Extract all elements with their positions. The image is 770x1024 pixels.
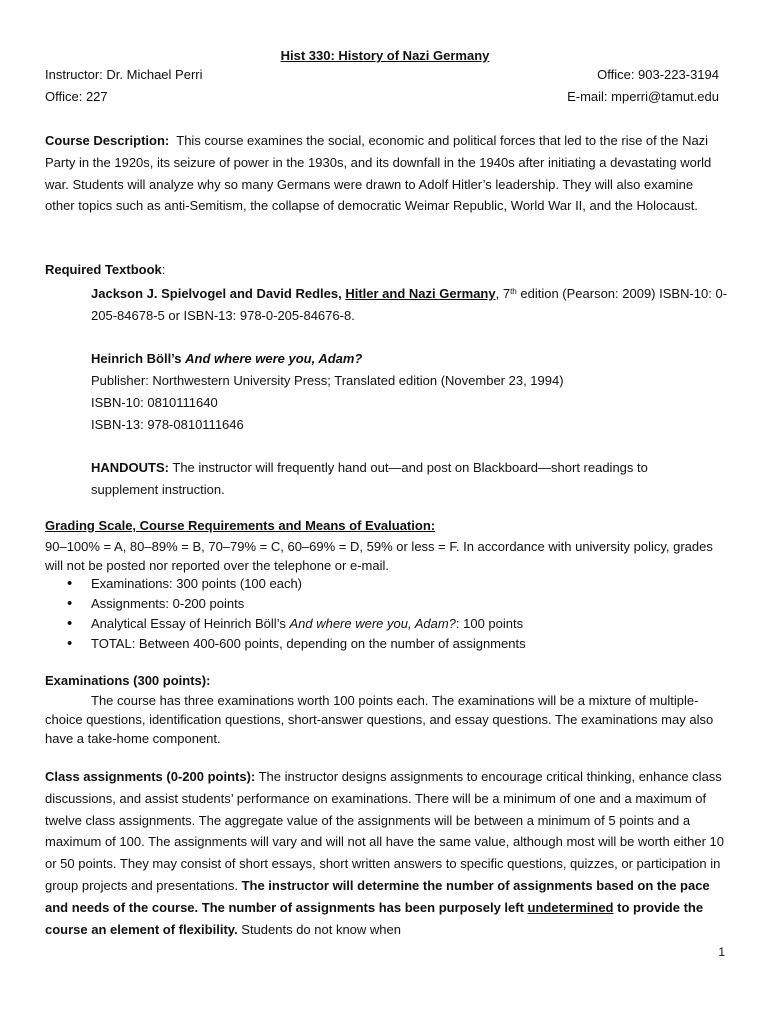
assignments-paragraph [45, 766, 727, 940]
textbook-1 [91, 283, 731, 327]
list-item: • TOTAL: Between 400-600 points, depending on the number of assignments [45, 634, 526, 654]
essay-prefix: Analytical Essay of Heinrich Böll’s [91, 616, 290, 631]
textbook-1-edition-suffix: th [510, 287, 517, 296]
handouts [91, 457, 701, 501]
essay-title: And where were you, Adam? [289, 616, 456, 631]
textbook-2-title: And where were you, Adam? [185, 351, 363, 366]
assignments-text: The instructor designs assignments to encourage critical thinking, enhance class discussions, and assist students’ performance on examinations. There will be a minimum of one and a maximum of twelve class assignments. The aggregate value of the assignments will be between a minimum of 5 points and a maximum of 100. The assignments will vary and will not all have the same value, although most will be worth either 10 or 50 points. They may consist of short essays, short written answers to specific questions, quizzes, or participation in group projects and presentations. [45, 769, 724, 893]
list-item [45, 614, 526, 634]
exams-text: The course has three examinations worth 100 points each. The examinations will be a mixture of multiple-choice questions, identification questions, short-answer questions, and essay questions. The examinations may also have a take-home component. [45, 693, 714, 746]
grading-list [45, 574, 526, 654]
textbook-2-isbn13: ISBN-13: 978-0810111646 [91, 417, 244, 432]
email: E-mail: mperri@tamut.edu [567, 89, 719, 104]
textbook-1-title: Hitler and Nazi Germany [345, 286, 496, 301]
grading-scale: 90–100% = A, 80–89% = B, 70–79% = C, 60–69% = D, 59% or less = F. In accordance with university policy, grades will not be posted nor reported over the telephone or e-mail. [45, 539, 713, 573]
assignments-bold-1: The instructor will determine the number of assignments based on the pace and needs of the course. The number of assignments has been purposely left [45, 877, 710, 915]
grading-heading-text: Grading Scale, Course Requirements and Means of Evaluation: [45, 518, 436, 533]
instructor-name: Instructor: Dr. Michael Perri [45, 67, 203, 82]
grading-heading [45, 518, 435, 533]
textbook-heading [45, 262, 165, 277]
assignments-bold-2: to provide the course an element of flexibility. [45, 899, 704, 937]
handouts-label: HANDOUTS: [91, 460, 169, 475]
page-title: Hist 330: History of Nazi Germany [280, 48, 490, 63]
assignments-tail: Students do not know when [237, 921, 401, 937]
essay-suffix: : 100 points [455, 616, 524, 631]
list-item: • Examinations: 300 points (100 each) [45, 574, 526, 594]
textbook-2-publisher: Publisher: Northwestern University Press; Translated edition (November 23, 1994) [91, 373, 564, 388]
course-description [45, 130, 725, 217]
exams-heading-text: Examinations (300 points): [45, 673, 211, 688]
textbook-label: Required Textbook [45, 262, 162, 277]
assignments-undetermined: undetermined [527, 899, 614, 915]
office-phone: Office: 903-223-3194 [597, 67, 719, 82]
textbook-1-details: edition (Pearson: 2009) ISBN-10: 0-205-84678-5 or ISBN-13: 978-0-205-84676-8. [91, 286, 728, 323]
exams-heading [45, 673, 210, 688]
textbook-1-edition: , 7 [495, 286, 511, 301]
textbook-colon: : [161, 262, 166, 277]
assignments-heading: Class assignments (0-200 points): [45, 769, 256, 784]
textbook-2-isbn10: ISBN-10: 0810111640 [91, 395, 218, 410]
handouts-text: The instructor will frequently hand out—and post on Blackboard—short readings to supplement instruction. [91, 460, 648, 497]
textbook-1-authors: Jackson J. Spielvogel and David Redles, [91, 286, 346, 301]
list-item: • Assignments: 0-200 points [45, 594, 526, 614]
course-description-label: Course Description: [45, 133, 170, 148]
page-number: 1 [718, 945, 725, 959]
office-number: Office: 227 [45, 89, 108, 104]
textbook-2 [91, 348, 731, 370]
textbook-2-author: Heinrich Böll’s [91, 351, 186, 366]
course-description-text: This course examines the social, economic and political forces that led to the rise of the Nazi Party in the 1920s, its seizure of power in the 1930s, and its downfall in the 1940s after initiating a devastating world war. Students will analyze why so many Germans were drawn to Adolf Hitler’s leadership. They will also examine other topics such as anti-Semitism, the collapse of democratic Weimar Republic, World War II, and the Holocaust. [45, 133, 712, 214]
